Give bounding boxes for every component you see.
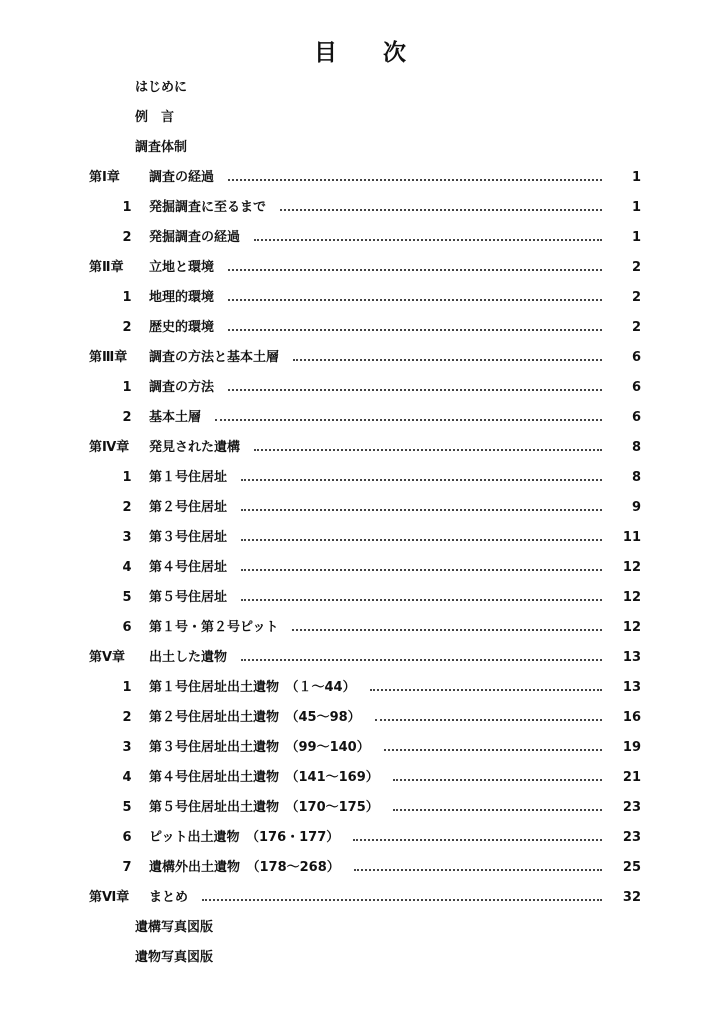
section-entry <box>0 468 720 488</box>
entry-leader <box>149 858 612 878</box>
dot-leader <box>280 209 602 211</box>
dot-leader <box>393 809 602 811</box>
back-matter-item <box>0 918 720 938</box>
section-title: 第１号・第２号ピット <box>149 620 279 635</box>
back-matter-label: 遺物写真図版 <box>135 950 214 965</box>
front-matter-item <box>0 108 720 128</box>
page-title <box>0 34 720 67</box>
dot-leader <box>228 179 602 181</box>
page-number: 1 <box>631 200 641 215</box>
dot-leader <box>241 539 602 541</box>
section-entry <box>0 708 720 728</box>
page-number: 6 <box>631 350 641 365</box>
dot-leader <box>384 749 602 751</box>
dot-leader <box>241 569 602 571</box>
entry-leader <box>149 678 612 698</box>
section-number: 2 <box>122 710 132 725</box>
front-matter-label: 例 言 <box>135 110 175 125</box>
page-number: 9 <box>631 500 641 515</box>
page-number: 8 <box>631 470 641 485</box>
section-number: 5 <box>122 590 132 605</box>
section-title: 第３号住居址 <box>149 530 228 545</box>
entry-leader <box>149 228 612 248</box>
section-number: 6 <box>122 620 132 635</box>
entry-leader <box>149 378 612 398</box>
section-entry <box>0 588 720 608</box>
back-matter-label: 遺構写真図版 <box>135 920 214 935</box>
section-entry <box>0 558 720 578</box>
front-matter-item <box>0 138 720 158</box>
page-number: 21 <box>622 770 641 785</box>
page-number: 1 <box>631 230 641 245</box>
section-number: 3 <box>122 740 132 755</box>
section-entry <box>0 288 720 308</box>
entry-leader <box>149 498 612 518</box>
dot-leader <box>292 629 602 631</box>
section-number: 7 <box>122 860 132 875</box>
page-number: 13 <box>622 680 641 695</box>
entry-leader <box>149 468 612 488</box>
section-title: 第２号住居址 <box>149 500 228 515</box>
front-matter-label: 調査体制 <box>135 140 188 155</box>
page-number: 13 <box>622 650 641 665</box>
page-number: 2 <box>631 260 641 275</box>
section-title: 地理的環境 <box>149 290 215 305</box>
entry-leader <box>149 798 612 818</box>
page-number: 2 <box>631 320 641 335</box>
entry-leader <box>149 648 612 668</box>
entry-leader <box>149 168 612 188</box>
dot-leader <box>215 419 602 421</box>
section-title: 第３号住居址出土遺物 （99～140） <box>149 740 370 755</box>
section-entry <box>0 378 720 398</box>
chapter-number: 第Ⅳ章 <box>89 440 130 455</box>
title-char-1: 目 <box>314 40 337 66</box>
dot-leader <box>375 719 602 721</box>
section-entry <box>0 618 720 638</box>
entry-leader <box>149 198 612 218</box>
entry-leader <box>149 888 612 908</box>
chapter-entry <box>0 888 720 908</box>
dot-leader <box>293 359 602 361</box>
section-title: 第５号住居址 <box>149 590 228 605</box>
section-number: 6 <box>122 830 132 845</box>
page-number: 11 <box>622 530 641 545</box>
chapter-entry <box>0 258 720 278</box>
chapter-title: 調査の方法と基本土層 <box>149 350 280 365</box>
page-number: 23 <box>622 830 641 845</box>
section-title: 第５号住居址出土遺物 （170～175） <box>149 800 379 815</box>
entry-leader <box>149 348 612 368</box>
dot-leader <box>241 599 602 601</box>
page-number: 16 <box>622 710 641 725</box>
chapter-number: 第Ⅰ章 <box>89 170 120 185</box>
section-entry <box>0 318 720 338</box>
section-title: 第２号住居址出土遺物 （45～98） <box>149 710 361 725</box>
back-matter-item <box>0 948 720 968</box>
section-number: 2 <box>122 230 132 245</box>
entry-leader <box>149 288 612 308</box>
section-title: 発掘調査の経過 <box>149 230 241 245</box>
page-number: 23 <box>622 800 641 815</box>
page-number: 12 <box>622 590 641 605</box>
dot-leader <box>354 869 602 871</box>
chapter-entry <box>0 168 720 188</box>
section-entry <box>0 228 720 248</box>
chapter-title: 発見された遺構 <box>149 440 241 455</box>
chapter-entry <box>0 438 720 458</box>
front-matter-label: はじめに <box>135 80 188 95</box>
section-number: 2 <box>122 410 132 425</box>
dot-leader <box>370 689 602 691</box>
section-entry <box>0 498 720 518</box>
section-entry <box>0 738 720 758</box>
section-title: 第４号住居址 <box>149 560 228 575</box>
dot-leader <box>393 779 602 781</box>
section-entry <box>0 858 720 878</box>
section-number: 2 <box>122 500 132 515</box>
dot-leader <box>353 839 602 841</box>
page-number: 8 <box>631 440 641 455</box>
entry-leader <box>149 528 612 548</box>
front-matter-item <box>0 78 720 98</box>
chapter-title: 出土した遺物 <box>149 650 228 665</box>
section-title: 第１号住居址出土遺物 （１～44） <box>149 680 356 695</box>
section-number: 3 <box>122 530 132 545</box>
section-entry <box>0 408 720 428</box>
section-entry <box>0 768 720 788</box>
page-number: 6 <box>631 380 641 395</box>
section-title: 調査の方法 <box>149 380 215 395</box>
entry-leader <box>149 558 612 578</box>
entry-leader <box>149 408 612 428</box>
entry-leader <box>149 828 612 848</box>
section-title: 発掘調査に至るまで <box>149 200 267 215</box>
page-number: 1 <box>631 170 641 185</box>
dot-leader <box>241 479 602 481</box>
section-number: 4 <box>122 560 132 575</box>
page-number: 12 <box>622 620 641 635</box>
section-title: 歴史的環境 <box>149 320 215 335</box>
section-number: 1 <box>122 290 132 305</box>
page-number: 12 <box>622 560 641 575</box>
section-number: 1 <box>122 470 132 485</box>
dot-leader <box>241 659 602 661</box>
chapter-entry <box>0 348 720 368</box>
dot-leader <box>202 899 602 901</box>
chapter-number: 第Ⅵ章 <box>89 890 130 905</box>
section-number: 2 <box>122 320 132 335</box>
page-number: 6 <box>631 410 641 425</box>
page-number: 25 <box>622 860 641 875</box>
chapter-number: 第Ⅲ章 <box>89 350 128 365</box>
chapter-entry <box>0 648 720 668</box>
section-entry <box>0 528 720 548</box>
section-title: ピット出土遺物 （176・177） <box>149 830 340 845</box>
section-title: 第１号住居址 <box>149 470 228 485</box>
dot-leader <box>228 389 602 391</box>
chapter-number: 第Ⅱ章 <box>89 260 124 275</box>
section-title: 遺構外出土遺物 （178～268） <box>149 860 340 875</box>
entry-leader <box>149 738 612 758</box>
section-title: 基本土層 <box>149 410 202 425</box>
entry-leader <box>149 258 612 278</box>
entry-leader <box>149 588 612 608</box>
section-number: 1 <box>122 680 132 695</box>
section-number: 1 <box>122 380 132 395</box>
entry-leader <box>149 618 612 638</box>
section-number: 4 <box>122 770 132 785</box>
dot-leader <box>254 239 602 241</box>
chapter-title: 調査の経過 <box>149 170 215 185</box>
dot-leader <box>228 269 602 271</box>
entry-leader <box>149 708 612 728</box>
section-entry <box>0 798 720 818</box>
section-entry <box>0 678 720 698</box>
section-number: 5 <box>122 800 132 815</box>
section-entry <box>0 828 720 848</box>
page-number: 32 <box>622 890 641 905</box>
section-number: 1 <box>122 200 132 215</box>
section-entry <box>0 198 720 218</box>
entry-leader <box>149 768 612 788</box>
chapter-title: まとめ <box>149 890 189 905</box>
dot-leader <box>228 329 602 331</box>
dot-leader <box>254 449 602 451</box>
page-number: 19 <box>622 740 641 755</box>
title-char-2: 次 <box>383 40 406 66</box>
dot-leader <box>241 509 602 511</box>
section-title: 第４号住居址出土遺物 （141～169） <box>149 770 379 785</box>
chapter-number: 第Ⅴ章 <box>89 650 126 665</box>
entry-leader <box>149 438 612 458</box>
page-number: 2 <box>631 290 641 305</box>
chapter-title: 立地と環境 <box>149 260 215 275</box>
dot-leader <box>228 299 602 301</box>
entry-leader <box>149 318 612 338</box>
